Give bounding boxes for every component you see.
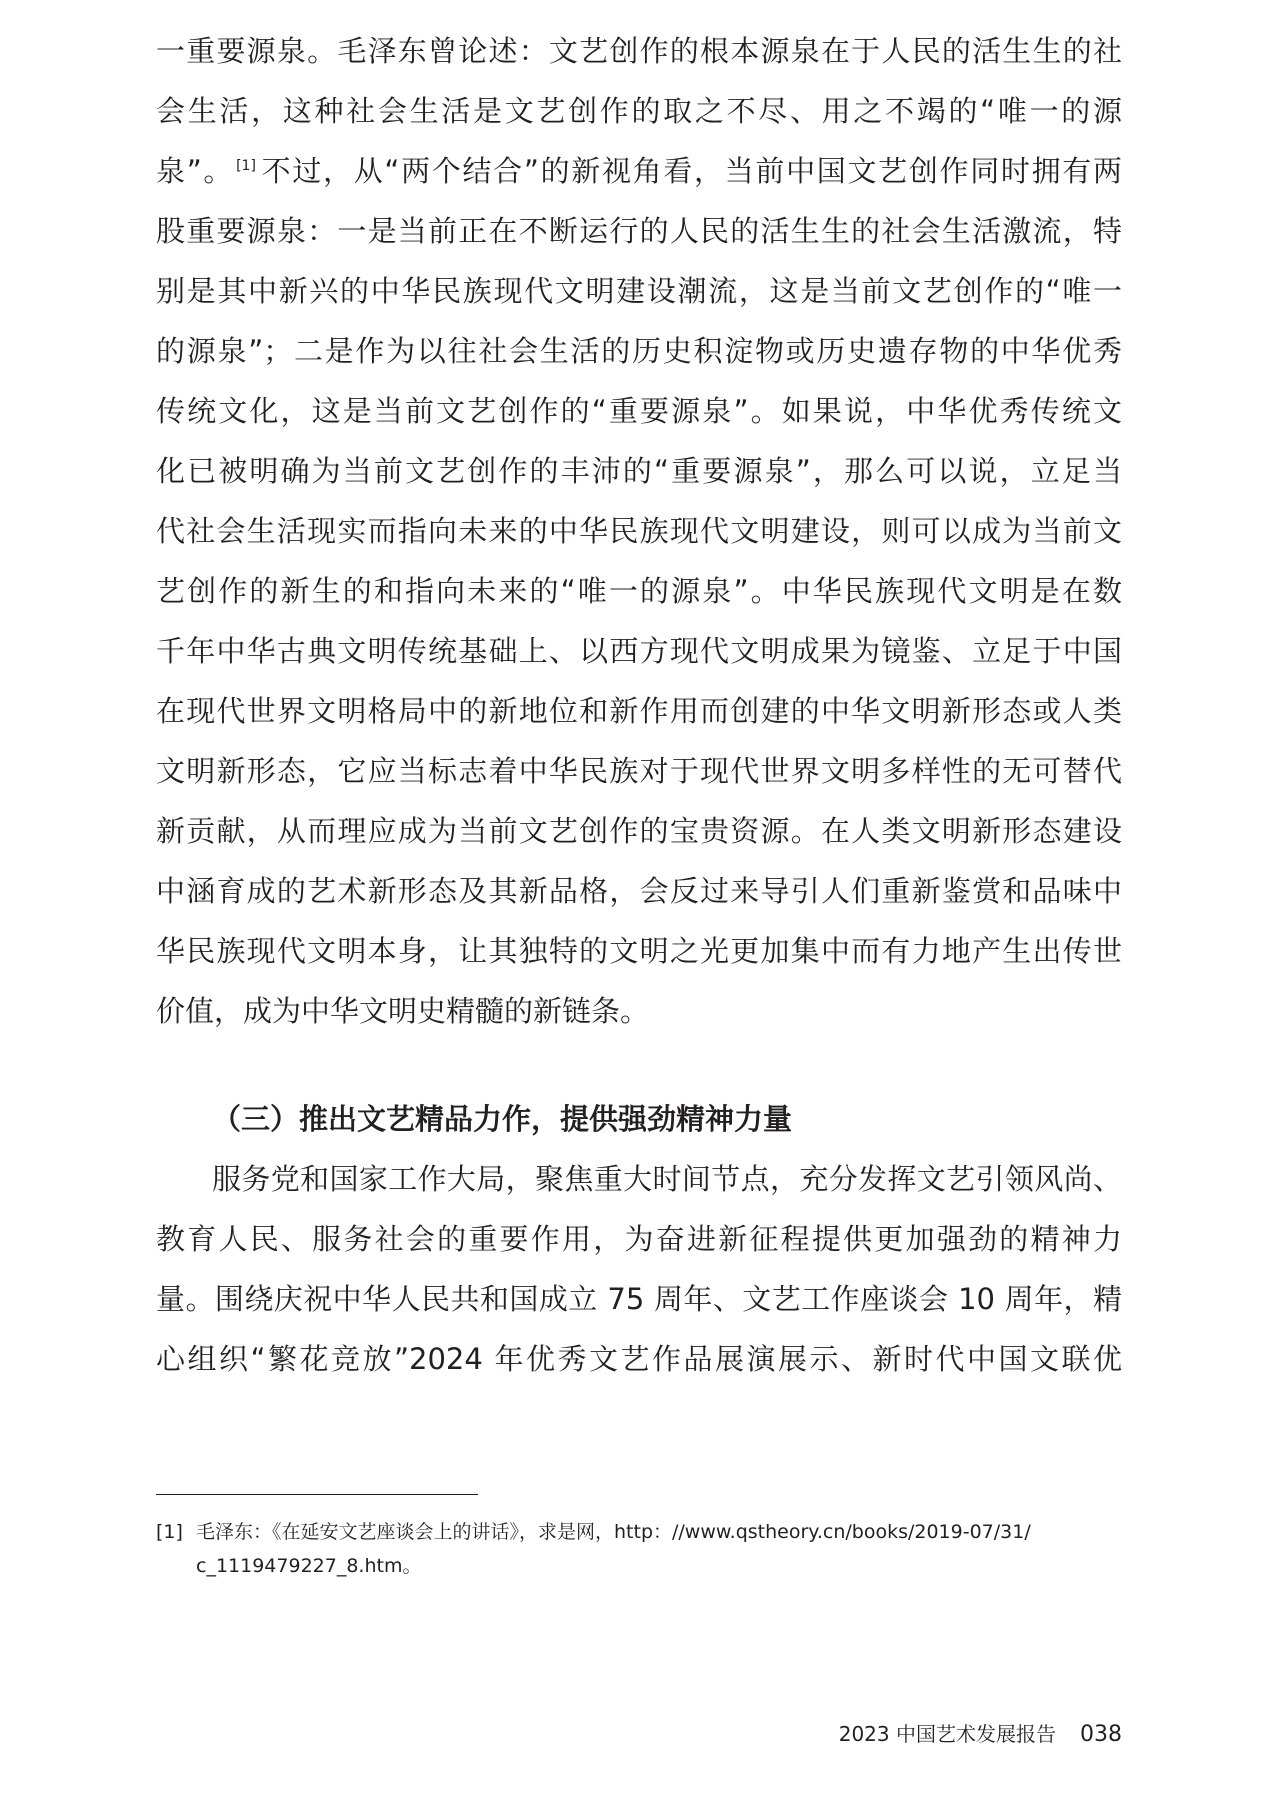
body-line: 股重要源泉：一是当前正在不断运行的人民的活生生的社会生活激流，特 <box>156 214 1122 248</box>
body-line: 心组织“繁花竞放”2024 年优秀文艺作品展演展示、新时代中国文联优 <box>156 1342 1122 1376</box>
body-line: 的源泉”；二是作为以往社会生活的历史积淀物或历史遗存物的中华优秀 <box>156 334 1122 368</box>
page-footer <box>839 1720 1122 1749</box>
body-line: 在现代世界文明格局中的新地位和新作用而创建的中华文明新形态或人类 <box>156 694 1122 728</box>
footnote-reference[interactable]: [1] <box>236 158 256 175</box>
body-line: 新贡献，从而理应成为当前文艺创作的宝贵资源。在人类文明新形态建设 <box>156 814 1122 848</box>
body-line: 千年中华古典文明传统基础上、以西方现代文明成果为镜鉴、立足于中国 <box>156 634 1122 668</box>
body-text: 不过，从“两个结合”的新视角看，当前中国文艺创作同时拥有两 <box>259 154 1122 188</box>
body-line: 文明新形态，它应当标志着中华民族对于现代世界文明多样性的无可替代 <box>156 754 1122 788</box>
body-line: 华民族现代文明本身，让其独特的文明之光更加集中而有力地产生出传世 <box>156 934 1122 968</box>
footnote-number: [1] <box>156 1521 183 1543</box>
body-line: 代社会生活现实而指向未来的中华民族现代文明建设，则可以成为当前文 <box>156 514 1122 548</box>
body-line: 量。围绕庆祝中华人民共和国成立 75 周年、文艺工作座谈会 10 周年，精 <box>156 1282 1122 1316</box>
body-line: 价值，成为中华文明史精髓的新链条。 <box>156 994 650 1028</box>
body-line: 中涵育成的艺术新形态及其新品格，会反过来导引人们重新鉴赏和品味中 <box>156 874 1122 908</box>
footnote <box>156 1518 1122 1546</box>
body-line: 别是其中新兴的中华民族现代文明建设潮流，这是当前文艺创作的“唯一 <box>156 274 1122 308</box>
footer-title: 2023 中国艺术发展报告 <box>838 1722 1056 1746</box>
body-line: 会生活，这种社会生活是文艺创作的取之不尽、用之不竭的“唯一的源 <box>156 94 1122 128</box>
section-heading: （三）推出文艺精品力作，提供强劲精神力量 <box>212 1102 793 1136</box>
body-line: 教育人民、服务社会的重要作用，为奋进新征程提供更加强劲的精神力 <box>156 1222 1122 1256</box>
footnote-text: 毛泽东：《在延安文艺座谈会上的讲话》，求是网，http：//www.qstheory.cn/books/2019-07/31/ <box>196 1521 1031 1543</box>
footnote-continuation: c_1119479227_8.htm。 <box>196 1555 422 1577</box>
body-line: 化已被明确为当前文艺创作的丰沛的“重要源泉”，那么可以说，立足当 <box>156 454 1122 488</box>
body-line: 一重要源泉。毛泽东曾论述：文艺创作的根本源泉在于人民的活生生的社 <box>156 34 1122 68</box>
body-line: 传统文化，这是当前文艺创作的“重要源泉”。如果说，中华优秀传统文 <box>156 394 1122 428</box>
body-line: 服务党和国家工作大局，聚焦重大时间节点，充分发挥文艺引领风尚、 <box>212 1162 1122 1196</box>
body-line <box>156 151 1122 191</box>
body-text: 泉”。 <box>156 154 235 188</box>
page-number: 038 <box>1080 1722 1122 1747</box>
footnote-divider <box>156 1494 478 1495</box>
body-line: 艺创作的新生的和指向未来的“唯一的源泉”。中华民族现代文明是在数 <box>156 574 1122 608</box>
